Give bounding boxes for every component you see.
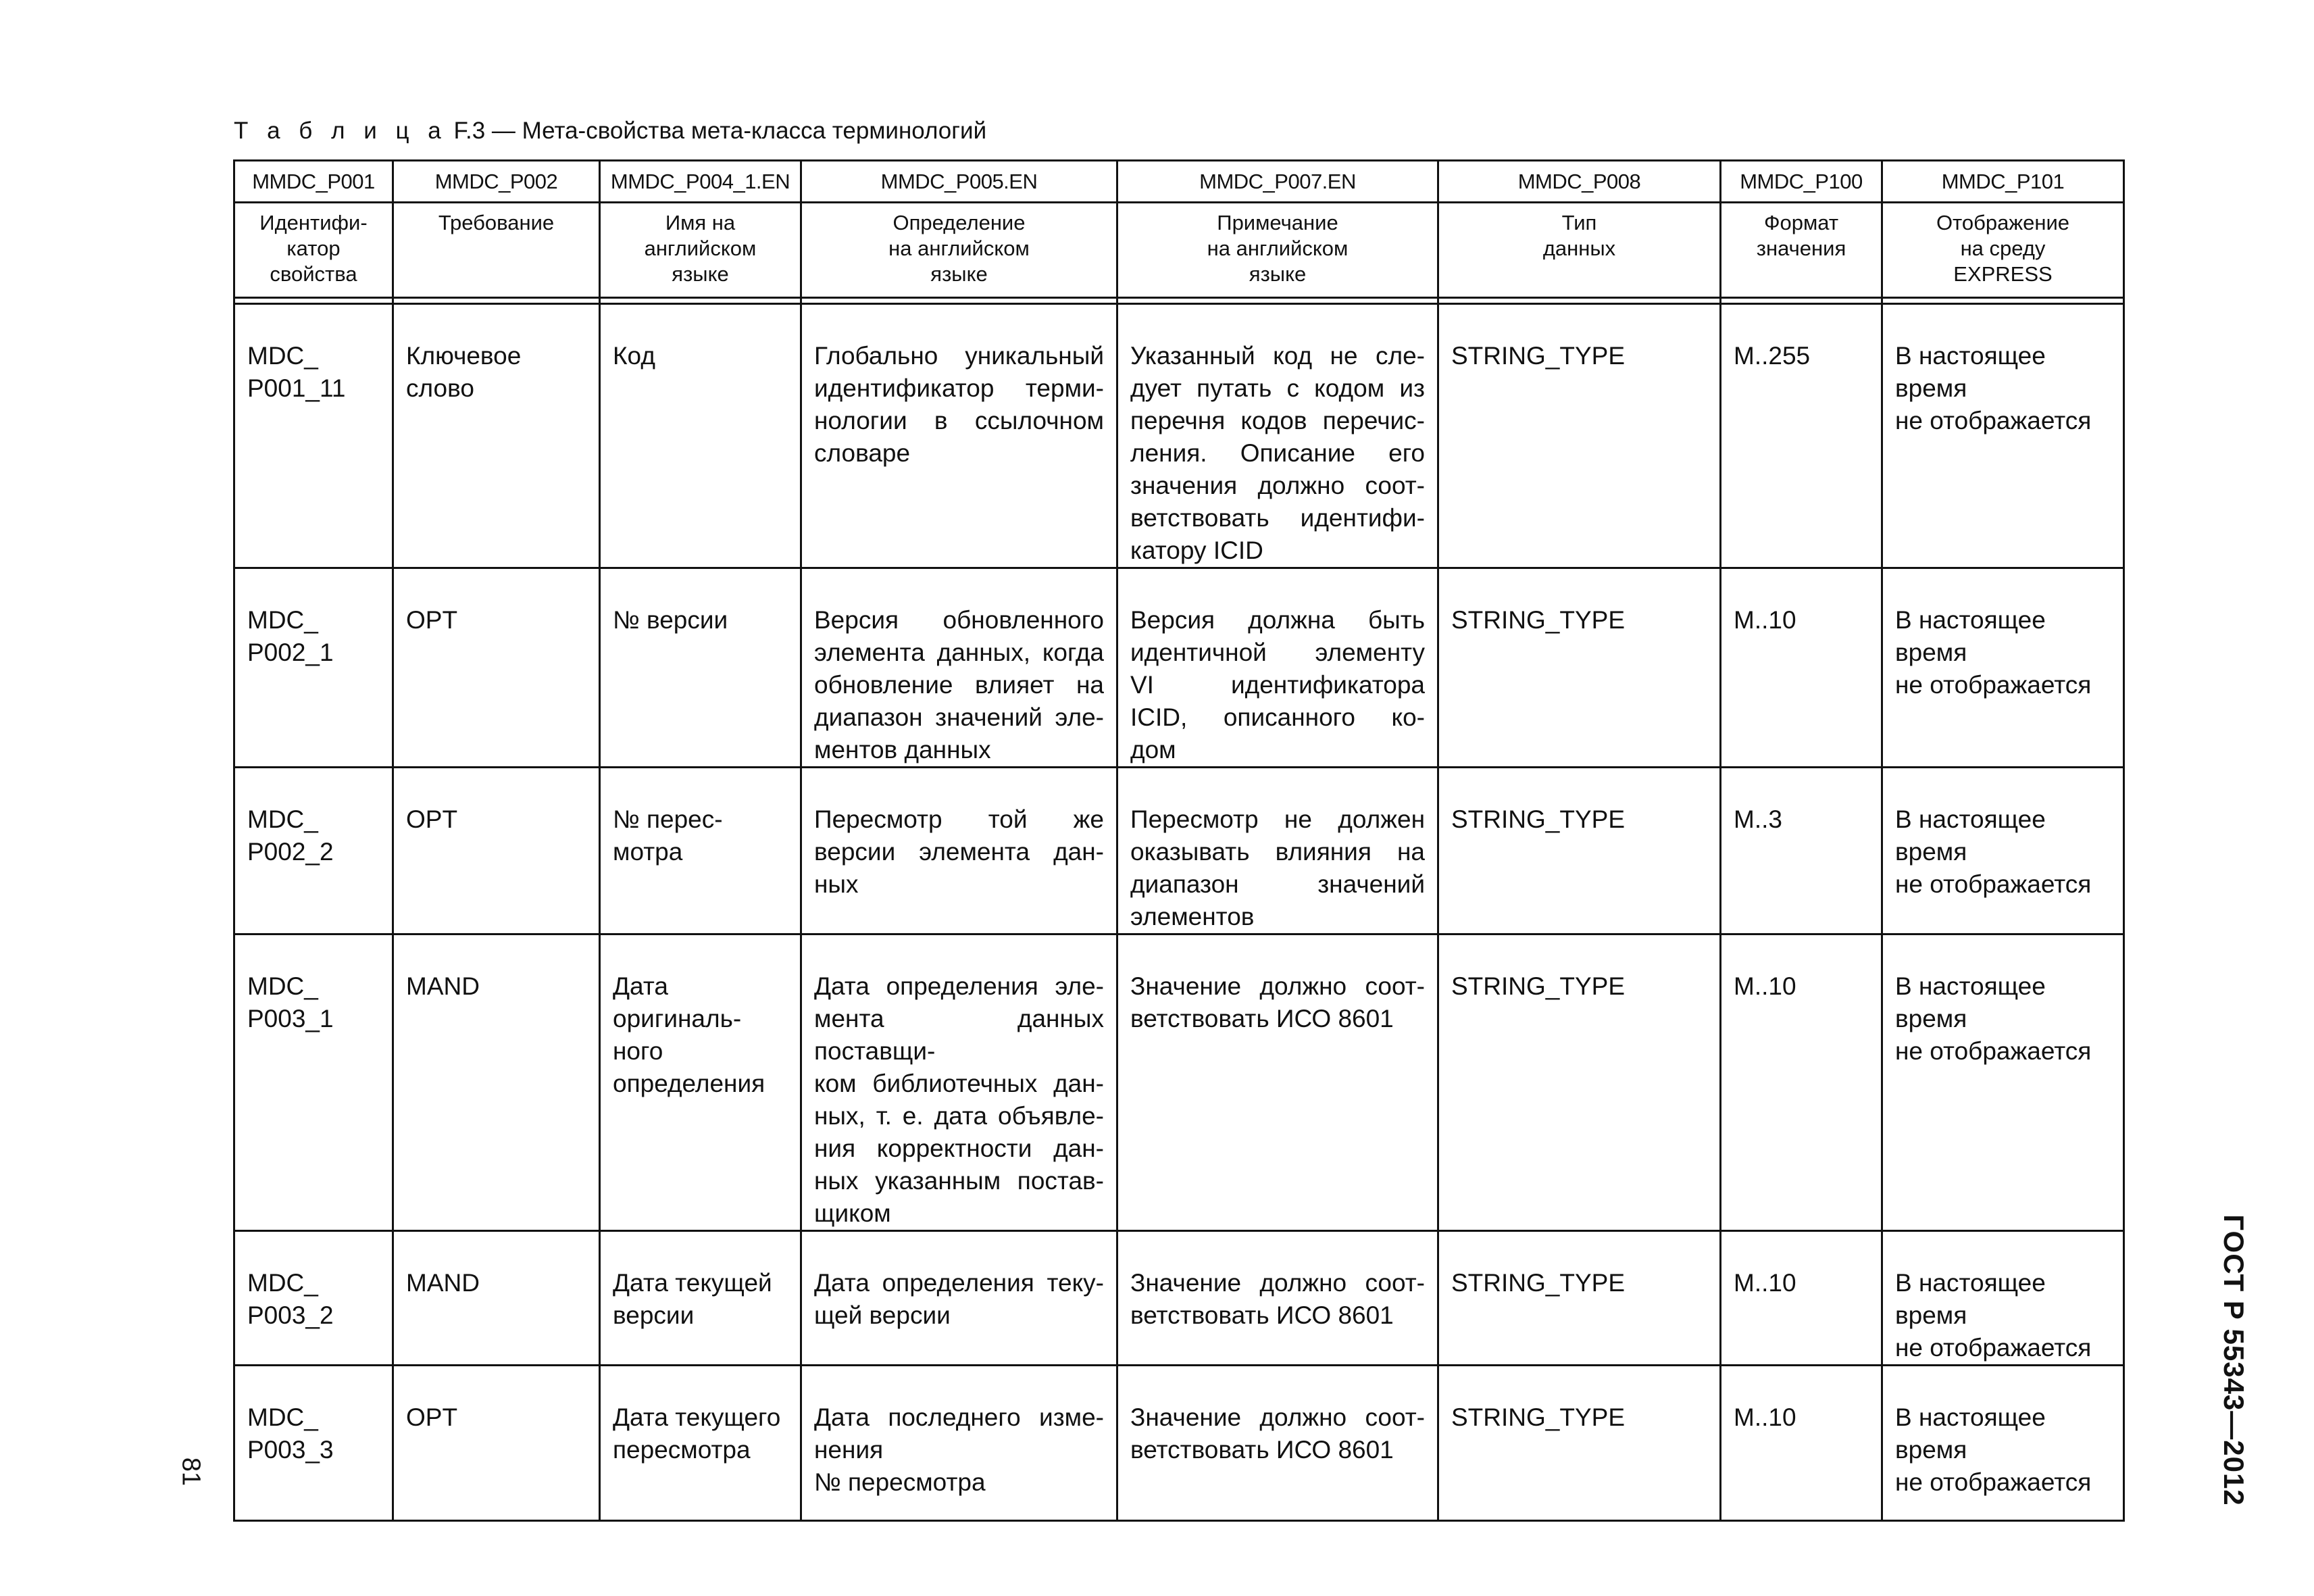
data-type-cell [1438,304,1721,568]
cell-line: катору ICID [1130,537,1263,564]
requirement-cell [393,934,600,1231]
cell-line: Глобально уникальный [814,342,1104,370]
cell-line: время [1895,1436,1967,1464]
cell-line: ветствовать ИСО 8601 [1130,1436,1394,1464]
property-id-cell [234,768,393,934]
cell-line: M..3 [1734,805,1782,833]
cell-line: STRING_TYPE [1451,972,1625,1000]
cell-line: Версия обновленного [814,606,1104,634]
cell-line: Код [613,342,655,370]
cell-line: В настоящее [1895,342,2046,370]
cell-line: MDC_ [247,1269,318,1297]
separator-cell [1117,298,1438,304]
header-name-line: Требование [438,211,555,234]
separator-cell [234,298,393,304]
cell-line: В настоящее [1895,972,2046,1000]
table-caption [234,116,986,146]
header-code-cell: MMDC_P005.EN [801,161,1117,203]
cell-line: Дата текущего [613,1403,781,1431]
english-name-cell [600,768,801,934]
header-code-cell: MMDC_P008 [1438,161,1721,203]
header-name-line: Тип [1561,211,1597,234]
table-row [234,934,2124,1231]
cell-line: ментов данных [814,736,991,764]
header-name-row [234,203,2124,298]
cell-line: Дата последнего изме- [814,1403,1104,1431]
table-body [234,161,2124,1521]
table-row [234,304,2124,568]
table-row [234,1366,2124,1521]
header-code-cell: MMDC_P101 [1882,161,2124,203]
note-cell [1117,1366,1438,1521]
header-code-cell: MMDC_P100 [1721,161,1882,203]
page-number-text: 81 [176,1457,205,1487]
note-cell [1117,768,1438,934]
cell-line: Дата [613,972,668,1000]
cell-line: STRING_TYPE [1451,606,1625,634]
cell-line: мента данных поставщи- [814,1005,1104,1065]
cell-line: время [1895,639,1967,666]
cell-line: время [1895,1005,1967,1032]
cell-line: MAND [406,972,480,1000]
cell-line: диапазон значений [1130,870,1425,898]
english-name-cell [600,304,801,568]
cell-line: нения [814,1436,884,1464]
cell-line: MDC_ [247,606,318,634]
english-name-cell [600,934,801,1231]
value-format-cell [1721,304,1882,568]
cell-line: STRING_TYPE [1451,805,1625,833]
cell-line: ICID, описанного ко- [1130,703,1425,731]
property-id-cell [234,568,393,768]
cell-line: Дата определения эле- [814,972,1104,1000]
cell-line: версии [613,1301,695,1329]
definition-cell [801,934,1117,1231]
separator-cell [1438,298,1721,304]
cell-line: идентификатор терми- [814,374,1104,402]
express-mapping-cell [1882,768,2124,934]
cell-line: не отображается [1895,1037,2092,1065]
definition-cell [801,1366,1117,1521]
data-type-cell [1438,768,1721,934]
cell-line: VI идентификатора [1130,671,1425,699]
cell-line: Указанный код не сле- [1130,342,1425,370]
requirement-cell [393,304,600,568]
separator-cell [600,298,801,304]
separator-cell [1721,298,1882,304]
cell-line: словаре [814,439,911,467]
cell-line: перечня кодов перечис- [1130,407,1425,434]
caption-title: F.3 — Мета-свойства мета-класса терминологий [453,118,987,144]
data-type-cell [1438,1231,1721,1366]
cell-line: MDC_ [247,805,318,833]
standard-title-vertical [2219,1212,2248,1509]
note-cell [1117,304,1438,568]
cell-line: STRING_TYPE [1451,1269,1625,1297]
value-format-cell [1721,1231,1882,1366]
value-format-cell [1721,1366,1882,1521]
cell-line: MDC_ [247,1403,318,1431]
table-row [234,768,2124,934]
cell-line: ления. Описание его [1130,439,1425,467]
definition-cell [801,1231,1117,1366]
cell-line: не отображается [1895,671,2092,699]
header-name-line: языке [930,262,988,286]
cell-line: Значение должно соот- [1130,1403,1425,1431]
requirement-cell [393,1231,600,1366]
meta-properties-table [233,159,2125,1522]
header-name-cell [600,203,801,298]
cell-line: не отображается [1895,407,2092,434]
header-name-line: Примечание [1217,211,1338,234]
header-code-cell: MMDC_P007.EN [1117,161,1438,203]
header-name-cell [393,203,600,298]
cell-line: щиком [814,1199,891,1227]
cell-line: В настоящее [1895,1269,2046,1297]
header-name-cell [1882,203,2124,298]
cell-line: ветствовать идентифи- [1130,504,1425,532]
cell-line: ных указанным постав- [814,1167,1104,1195]
header-name-line: значения [1756,236,1846,260]
cell-line: Значение должно соот- [1130,972,1425,1000]
cell-line: MDC_ [247,972,318,1000]
cell-line: В настоящее [1895,805,2046,833]
cell-line: обновление влияет на [814,671,1104,699]
cell-line: № пересмотра [814,1468,986,1496]
header-code-cell: MMDC_P001 [234,161,393,203]
cell-line: Пересмотр той же [814,805,1104,833]
value-format-cell [1721,768,1882,934]
header-code-row [234,161,2124,203]
cell-line: элемента данных, когда [814,639,1104,666]
cell-line: ных, т. е. дата объявле- [814,1102,1104,1130]
cell-line: ветствовать ИСО 8601 [1130,1005,1394,1032]
header-separator-row [234,298,2124,304]
english-name-cell [600,1231,801,1366]
cell-line: время [1895,838,1967,866]
cell-line: P003_3 [247,1436,334,1464]
cell-line: мотра [613,838,683,866]
cell-line: Версия должна быть [1130,606,1425,634]
cell-line: Дата текущей [613,1269,772,1297]
header-name-line: на среду [1960,236,2046,260]
value-format-cell [1721,568,1882,768]
header-name-line: на английском [888,236,1030,260]
express-mapping-cell [1882,934,2124,1231]
cell-line: время [1895,374,1967,402]
cell-line: не отображается [1895,1334,2092,1362]
data-type-cell [1438,934,1721,1231]
cell-line: определения [613,1070,765,1097]
cell-line: P002_2 [247,838,334,866]
cell-line: OPT [406,606,458,634]
header-name-line: данных [1542,236,1616,260]
header-name-line: языке [672,262,729,286]
cell-line: версии элемента дан- [814,838,1104,866]
header-name-cell [1721,203,1882,298]
cell-line: STRING_TYPE [1451,1403,1625,1431]
header-name-line: языке [1249,262,1307,286]
header-name-line: Идентифи- [259,211,368,234]
cell-line: STRING_TYPE [1451,342,1625,370]
cell-line: P003_2 [247,1301,334,1329]
cell-line: ветствовать ИСО 8601 [1130,1301,1394,1329]
cell-line: Ключевое [406,342,522,370]
standard-title-text: ГОСТ Р 55343—2012 [2218,1214,2250,1506]
cell-line: Значение должно соот- [1130,1269,1425,1297]
header-name-line: английском [644,236,757,260]
cell-line: M..10 [1734,606,1796,634]
cell-line: OPT [406,805,458,833]
requirement-cell [393,1366,600,1521]
cell-line: ных [814,870,859,898]
property-id-cell [234,304,393,568]
cell-line: Дата определения теку- [814,1269,1104,1297]
header-code-cell: MMDC_P002 [393,161,600,203]
express-mapping-cell [1882,1231,2124,1366]
cell-line: время [1895,1301,1967,1329]
cell-line: MDC_ [247,342,318,370]
header-name-line: EXPRESS [1953,262,2053,286]
cell-line: № версии [613,606,728,634]
header-name-line: Отображение [1936,211,2070,234]
caption-prefix: Т а б л и ц а [234,118,447,144]
cell-line: ния корректности дан- [814,1134,1104,1162]
cell-line: дует путать с кодом из [1130,374,1425,402]
property-id-cell [234,1231,393,1366]
table-row [234,568,2124,768]
page-number [177,1451,204,1492]
definition-cell [801,304,1117,568]
express-mapping-cell [1882,1366,2124,1521]
header-name-line: Формат [1763,211,1839,234]
cell-line: M..10 [1734,1269,1796,1297]
express-mapping-cell [1882,568,2124,768]
cell-line: P003_1 [247,1005,334,1032]
header-code-cell: MMDC_P004_1.EN [600,161,801,203]
cell-line: M..255 [1734,342,1811,370]
cell-line: диапазон значений эле- [814,703,1104,731]
separator-cell [801,298,1117,304]
header-name-line: катор [286,236,341,260]
note-cell [1117,934,1438,1231]
header-name-cell [1117,203,1438,298]
cell-line: оригиналь- [613,1005,742,1032]
header-name-line: Имя на [665,211,736,234]
cell-line: В настоящее [1895,606,2046,634]
definition-cell [801,568,1117,768]
header-name-line: на английском [1207,236,1349,260]
cell-line: оказывать влияния на [1130,838,1425,866]
header-name-cell [1438,203,1721,298]
cell-line: идентичной элементу [1130,639,1425,666]
data-type-cell [1438,568,1721,768]
note-cell [1117,568,1438,768]
cell-line: ком библиотечных дан- [814,1070,1104,1097]
cell-line: P002_1 [247,639,334,666]
cell-line: M..10 [1734,1403,1796,1431]
header-name-cell [234,203,393,298]
header-name-line: Определение [892,211,1026,234]
cell-line: P001_11 [247,374,346,402]
cell-line: Пересмотр не должен [1130,805,1425,833]
cell-line: ного [613,1037,663,1065]
cell-line: слово [406,374,474,402]
cell-line: В настоящее [1895,1403,2046,1431]
requirement-cell [393,768,600,934]
separator-cell [393,298,600,304]
header-name-line: свойства [270,262,357,286]
data-type-cell [1438,1366,1721,1521]
express-mapping-cell [1882,304,2124,568]
cell-line: нологии в ссылочном [814,407,1104,434]
table-row [234,1231,2124,1366]
header-name-cell [801,203,1117,298]
cell-line: дом [1130,736,1176,764]
separator-cell [1882,298,2124,304]
english-name-cell [600,568,801,768]
english-name-cell [600,1366,801,1521]
cell-line: щей версии [814,1301,951,1329]
cell-line: M..10 [1734,972,1796,1000]
cell-line: пересмотра [613,1436,751,1464]
note-cell [1117,1231,1438,1366]
definition-cell [801,768,1117,934]
cell-line: MAND [406,1269,480,1297]
cell-line: значения должно соот- [1130,472,1425,499]
property-id-cell [234,934,393,1231]
requirement-cell [393,568,600,768]
cell-line: № перес- [613,805,723,833]
cell-line: не отображается [1895,870,2092,898]
cell-line: элементов [1130,903,1255,930]
cell-line: не отображается [1895,1468,2092,1496]
value-format-cell [1721,934,1882,1231]
cell-line: OPT [406,1403,458,1431]
property-id-cell [234,1366,393,1521]
